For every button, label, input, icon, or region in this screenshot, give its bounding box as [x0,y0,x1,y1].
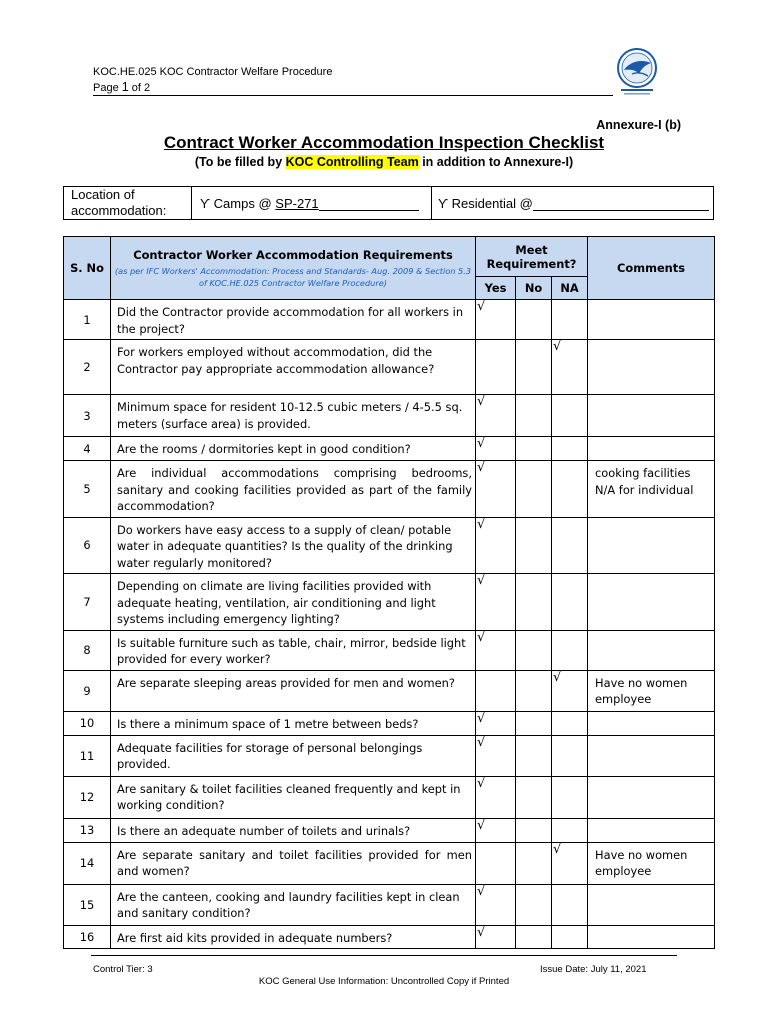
camps-blank [319,197,419,211]
cell-no[interactable] [516,735,552,776]
row-number: 10 [64,711,111,735]
cell-comment[interactable] [588,395,715,437]
table-row [64,437,715,461]
residential-field[interactable] [432,187,714,220]
row-number: 5 [64,461,111,518]
table-row [64,300,715,340]
row-number: 14 [64,842,111,884]
cell-no[interactable] [516,818,552,842]
camps-field[interactable] [192,187,432,220]
cell-comment[interactable] [588,925,715,949]
cell-comment[interactable]: cooking facilities N/A for individual [588,461,715,518]
location-table [63,186,714,220]
table-row [64,711,715,735]
cell-no[interactable] [516,340,552,395]
cell-no[interactable] [516,300,552,340]
cell-yes[interactable] [476,340,516,395]
cell-yes[interactable]: √ [476,300,516,340]
camps-value: SP-271 [275,195,319,211]
cell-yes[interactable]: √ [476,461,516,518]
table-row [64,842,715,884]
cell-comment[interactable]: Have no women employee [588,670,715,711]
cell-no[interactable] [516,574,552,631]
cell-na[interactable] [552,437,588,461]
cell-no[interactable] [516,670,552,711]
cell-yes[interactable]: √ [476,925,516,949]
cell-na[interactable] [552,395,588,437]
cell-no[interactable] [516,517,552,574]
table-row [64,630,715,670]
page-prefix: Page [93,82,122,94]
subtitle-prefix: (To be filled by [194,155,286,169]
cell-na[interactable] [552,461,588,518]
cell-comment[interactable] [588,437,715,461]
cell-na[interactable] [552,776,588,818]
cell-yes[interactable]: √ [476,776,516,818]
page-subtitle [0,155,768,169]
row-number: 12 [64,776,111,818]
camps-label: Camps @ [213,195,276,211]
cell-yes[interactable]: √ [476,884,516,925]
footer-divider [91,955,677,956]
residential-blank [533,197,709,211]
cell-no[interactable] [516,461,552,518]
row-question: Is there an adequate number of toilets and urinals? [111,818,476,842]
residential-label: Residential @ [451,195,533,211]
row-number: 7 [64,574,111,631]
header-comments: Comments [588,237,715,300]
header-requirements [111,237,476,300]
page-total: of 2 [128,82,151,94]
table-row [64,461,715,518]
doc-reference: KOC.HE.025 KOC Contractor Welfare Procedure [93,66,333,78]
table-row [64,735,715,776]
annexure-label: Annexure-I (b) [596,118,681,132]
cell-no[interactable] [516,395,552,437]
row-question: Are the rooms / dormitories kept in good condition? [111,437,476,461]
cell-na[interactable]: √ [552,340,588,395]
cell-comment[interactable] [588,711,715,735]
header-requirements-note: (as per IFC Workers' Accommodation: Process and Standards- Aug. 2009 & Section 5.3 of KOC.HE.025 Contractor Welfare Procedure) [114,265,472,288]
footer-info: KOC General Use Information: Uncontrolled Copy if Printed [258,976,510,987]
row-number: 6 [64,517,111,574]
cell-no[interactable] [516,925,552,949]
checkbox-residential-icon[interactable]: ϒ [438,195,449,211]
row-question: Minimum space for resident 10-12.5 cubic meters / 4-5.5 sq. meters (surface area) is provided. [111,395,476,437]
header-meet-requirement: Meet Requirement? [476,237,588,277]
row-number: 8 [64,630,111,670]
cell-na[interactable]: √ [552,842,588,884]
table-row [64,574,715,631]
row-number: 2 [64,340,111,395]
subtitle-highlight: KOC Controlling Team [285,155,419,169]
issue-date: Issue Date: July 11, 2021 [540,964,647,975]
cell-na[interactable] [552,884,588,925]
row-number: 15 [64,884,111,925]
cell-yes[interactable]: √ [476,818,516,842]
cell-comment[interactable] [588,574,715,631]
row-question: Are individual accommodations comprising bedrooms, sanitary and cooking facilities provided as part of the family accommodation? [111,461,476,518]
row-question: Did the Contractor provide accommodation for all workers in the project? [111,300,476,340]
page-number: 1 [121,80,129,94]
table-row [64,776,715,818]
cell-na[interactable] [552,735,588,776]
cell-yes[interactable]: √ [476,437,516,461]
table-row [64,670,715,711]
cell-na[interactable] [552,711,588,735]
page-indicator [93,80,613,96]
cell-no[interactable] [516,711,552,735]
row-number: 3 [64,395,111,437]
cell-no[interactable] [516,437,552,461]
row-question: Is there a minimum space of 1 metre between beds? [111,711,476,735]
cell-na[interactable] [552,630,588,670]
row-number: 11 [64,735,111,776]
row-question: Is suitable furniture such as table, chair, mirror, bedside light provided for every worker? [111,630,476,670]
header-sno: S. No [64,237,111,300]
cell-na[interactable] [552,300,588,340]
checklist-table [63,236,715,949]
cell-na[interactable] [552,517,588,574]
koc-logo-icon [612,44,662,96]
cell-no[interactable] [516,884,552,925]
cell-yes[interactable] [476,842,516,884]
row-question: Are first aid kits provided in adequate numbers? [111,925,476,949]
cell-comment[interactable] [588,884,715,925]
cell-comment[interactable] [588,300,715,340]
header-no: No [516,277,552,300]
row-number: 16 [64,925,111,949]
cell-comment[interactable] [588,517,715,574]
cell-na[interactable]: √ [552,670,588,711]
cell-no[interactable] [516,630,552,670]
cell-yes[interactable] [476,670,516,711]
cell-comment[interactable] [588,735,715,776]
location-label: Location of accommodation: [64,187,192,220]
header-na: NA [552,277,588,300]
row-number: 4 [64,437,111,461]
checkbox-camps-icon[interactable]: ϒ [200,195,211,211]
table-row [64,395,715,437]
table-row [64,884,715,925]
cell-comment[interactable] [588,340,715,395]
cell-yes[interactable]: √ [476,395,516,437]
cell-comment[interactable]: Have no women employee [588,842,715,884]
row-question: Are separate sleeping areas provided for men and women? [111,670,476,711]
subtitle-suffix: in addition to Annexure-I) [418,155,574,169]
header-requirements-title: Contractor Worker Accommodation Requirements [133,247,453,262]
row-number: 13 [64,818,111,842]
cell-yes[interactable]: √ [476,574,516,631]
control-tier: Control Tier: 3 [93,964,153,975]
table-row [64,340,715,395]
row-number: 9 [64,670,111,711]
table-row [64,925,715,949]
row-question: Depending on climate are living facilities provided with adequate heating, ventilation, air conditioning and light systems including emergency lighting? [111,574,476,631]
table-row [64,517,715,574]
row-question: For workers employed without accommodation, did the Contractor pay appropriate accommodation allowance? [111,340,476,395]
header-yes: Yes [476,277,516,300]
cell-yes[interactable]: √ [476,517,516,574]
cell-comment[interactable] [588,776,715,818]
cell-no[interactable] [516,776,552,818]
cell-na[interactable] [552,574,588,631]
row-number: 1 [64,300,111,340]
cell-na[interactable] [552,818,588,842]
cell-comment[interactable] [588,818,715,842]
cell-comment[interactable] [588,630,715,670]
row-question: Are separate sanitary and toilet facilities provided for men and women? [111,842,476,884]
row-question: Are sanitary & toilet facilities cleaned frequently and kept in working condition? [111,776,476,818]
table-row [64,818,715,842]
cell-yes[interactable]: √ [476,711,516,735]
cell-yes[interactable]: √ [476,735,516,776]
row-question: Adequate facilities for storage of personal belongings provided. [111,735,476,776]
page-title: Contract Worker Accommodation Inspection Checklist [163,133,605,152]
row-question: Do workers have easy access to a supply of clean/ potable water in adequate quantities? Is the quality of the drinking water regularly monitored? [111,517,476,574]
cell-yes[interactable]: √ [476,630,516,670]
cell-no[interactable] [516,842,552,884]
row-question: Are the canteen, cooking and laundry facilities kept in clean and sanitary condition? [111,884,476,925]
cell-na[interactable] [552,925,588,949]
